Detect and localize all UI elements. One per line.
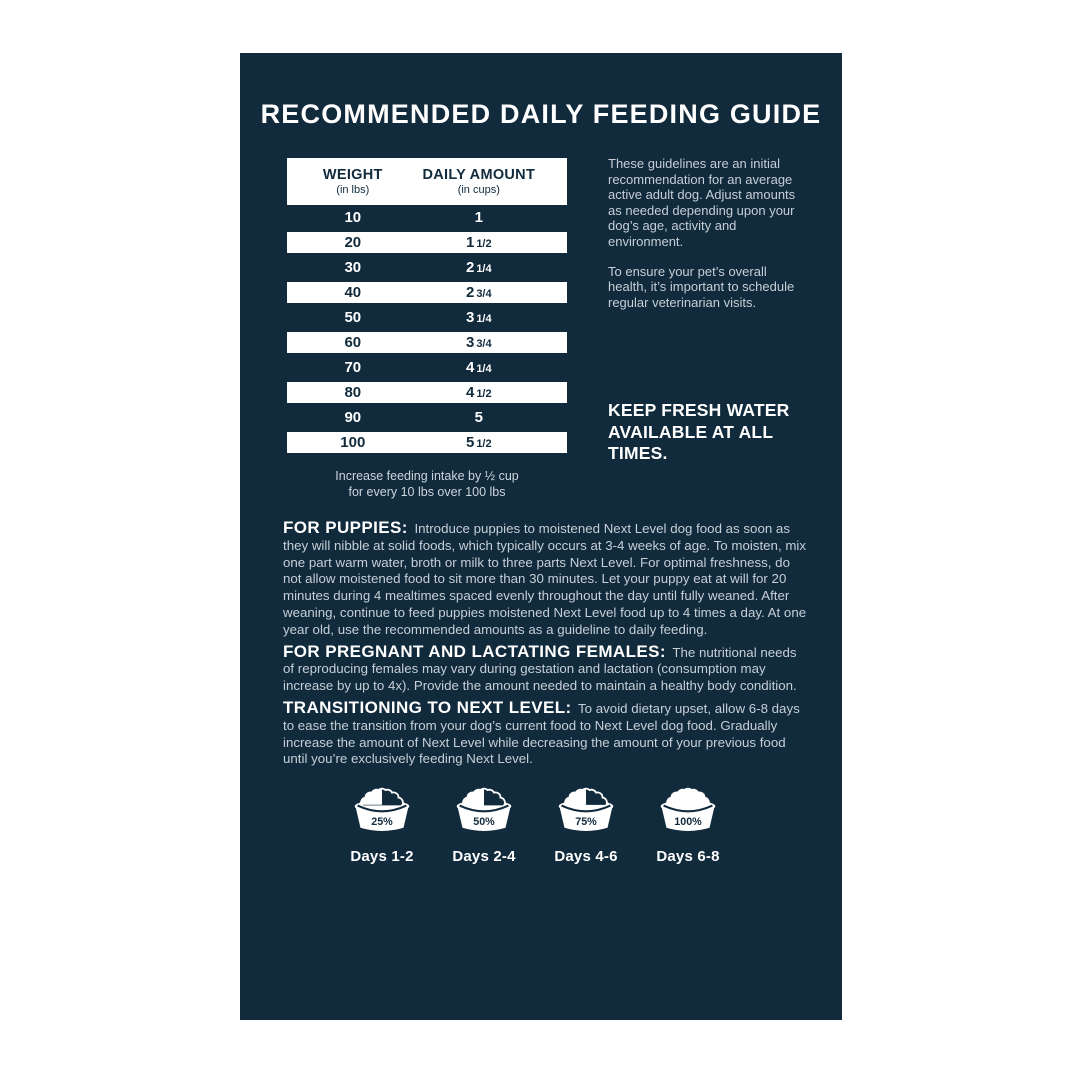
amount-fraction: 3/4 [476,338,492,350]
column-header-amount [419,167,539,196]
table-footnote-line1: Increase feeding intake by ½ cup [335,469,519,483]
table-row [287,205,567,230]
transition-step [448,784,520,865]
table-footnote-line2: for every 10 lbs over 100 lbs [348,485,506,499]
section-heading: FOR PREGNANT AND LACTATING FEMALES: [283,641,666,661]
weight-value: 60 [344,334,362,351]
care-section: TRANSITIONING TO NEXT LEVEL: To avoid dietary upset, allow 6-8 days to ease the transition from your dog’s current food to Next Level dog food. Gradually increase the amount of Next Level while decreasing the amount of your previous food until you’re exclusively feeding Next Level. [283,697,800,767]
amount-value: 3 3/4 [465,334,492,351]
weight-value: 30 [344,259,362,276]
table-row [287,405,567,430]
dog-bowl-icon [550,784,622,840]
table-row [287,330,567,355]
amount-value: 4 1/2 [465,384,492,401]
bowl-percent-label: 50% [473,815,495,828]
amount-fraction: 3/4 [476,288,492,300]
weight-value: 80 [344,384,362,401]
transition-step [550,784,622,865]
feeding-table [287,158,567,455]
care-section: FOR PUPPIES: Introduce puppies to moistened Next Level dog food as soon as they will nibble at solid foods, which typically occurs at 3-4 weeks of age. To moisten, mix one part warm water, broth or milk to three parts Next Level. For optimal freshness, do not allow moistened food to sit more than 30 minutes. Let your puppy eat at will for 20 minutes during 4 mealtimes spaced evenly throughout the day until fully weaned. After weaning, continue to feed puppies moistened Next Level food up to 4 times a day. At one year old, use the recommended amounts as a guideline to daily feeding. [283,518,807,637]
amount-fraction: 1/2 [476,238,492,250]
transition-step [346,784,418,865]
guidelines-paragraph-1: These guidelines are an initial recommendation for an average active adult dog. Adjust amounts as needed depending upon your dog’s age, activity and environment. [608,156,796,249]
table-row [287,355,567,380]
feeding-table-rows [287,205,567,455]
amount-value: 1 [474,209,483,226]
bowl-percent-label: 100% [674,815,702,828]
feeding-guide-panel [240,53,842,1020]
amount-value: 2 3/4 [465,284,492,301]
dog-bowl-icon [652,784,724,840]
weight-value: 20 [344,234,362,251]
transition-schedule [346,784,724,865]
table-row [287,430,567,455]
amount-value: 5 [474,409,483,426]
amount-fraction: 1/2 [476,438,492,450]
table-row [287,280,567,305]
section-heading: TRANSITIONING TO NEXT LEVEL: [283,697,572,717]
page-title: RECOMMENDED DAILY FEEDING GUIDE [260,99,822,129]
feeding-table-header [287,158,567,205]
weight-value: 50 [344,309,362,326]
bowl-percent-label: 75% [575,815,597,828]
bowl-percent-label: 25% [371,815,393,828]
column-header-amount-unit: (in cups) [457,184,500,196]
amount-fraction: 1/4 [476,363,492,375]
column-header-weight [287,167,419,196]
guidelines-note [608,156,804,310]
weight-value: 100 [340,434,366,451]
days-label: Days 2-4 [452,848,516,865]
table-row [287,380,567,405]
weight-value: 70 [344,359,362,376]
dog-bowl-icon [448,784,520,840]
table-row [287,230,567,255]
section-heading: FOR PUPPIES: [283,518,408,537]
column-header-weight-unit: (in lbs) [336,184,370,196]
amount-value: 3 1/4 [465,309,492,326]
amount-fraction: 1/4 [476,313,492,325]
weight-value: 10 [344,209,362,226]
days-label: Days 1-2 [350,848,414,865]
amount-value: 4 1/4 [465,359,492,376]
dog-bowl-icon [346,784,418,840]
fresh-water-callout: KEEP FRESH WATER AVAILABLE AT ALL TIMES. [608,400,790,463]
amount-fraction: 1/4 [476,263,492,275]
table-row [287,255,567,280]
amount-fraction: 1/2 [476,388,492,400]
transition-step [652,784,724,865]
table-row [287,305,567,330]
days-label: Days 4-6 [554,848,618,865]
table-footnote [287,468,567,500]
amount-value: 5 1/2 [465,434,492,451]
column-header-weight-label: WEIGHT [322,167,383,183]
column-header-amount-label: DAILY AMOUNT [422,167,536,183]
care-section: FOR PREGNANT AND LACTATING FEMALES: The nutritional needs of reproducing females may vary during gestation and lactation (consumption may increase by up to 4x). Provide the amount needed to maintain a healthy body condition. [283,641,797,694]
amount-value: 2 1/4 [465,259,492,276]
care-sections [283,520,808,773]
days-label: Days 6-8 [656,848,720,865]
guidelines-paragraph-2: To ensure your pet’s overall health, it’s important to schedule regular veterinarian visits. [608,263,795,310]
amount-value: 1 1/2 [465,234,492,251]
weight-value: 90 [344,409,362,426]
weight-value: 40 [344,284,362,301]
